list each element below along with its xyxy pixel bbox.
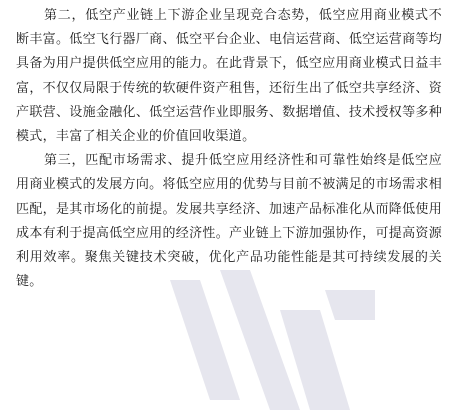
body-text bbox=[16, 4, 442, 294]
paragraph-second: 第二，低空产业链上下游企业呈现竞合态势，低空应用商业模式不断丰富。低空飞行器厂商、低空平台企业、电信运营商、低空运营商等均具备为用户提供低空应用的能力。在此背景下，低空应用商业模式日益丰富，不仅仅局限于传统的软硬件资产租售，还衍生出了低空共享经济、资产联营、设施金融化、低空运营作业即服务、数据增值、技术授权等多种模式，丰富了相关企业的价值回收渠道。 bbox=[16, 8, 442, 145]
paragraph-third: 第三，匹配市场需求、提升低空应用经济性和可靠性始终是低空应用商业模式的发展方向。将低空应用的优势与目前不被满足的市场需求相匹配，是其市场化的前提。发展共享经济、加速产品标准化从而降低使用成本有利于提高低空应用的经济性。产业链上下游加强协作，可提高资源利用效率。聚焦关键技术突破，优化产品功能性能是其可持续发展的关键。 bbox=[16, 153, 442, 290]
